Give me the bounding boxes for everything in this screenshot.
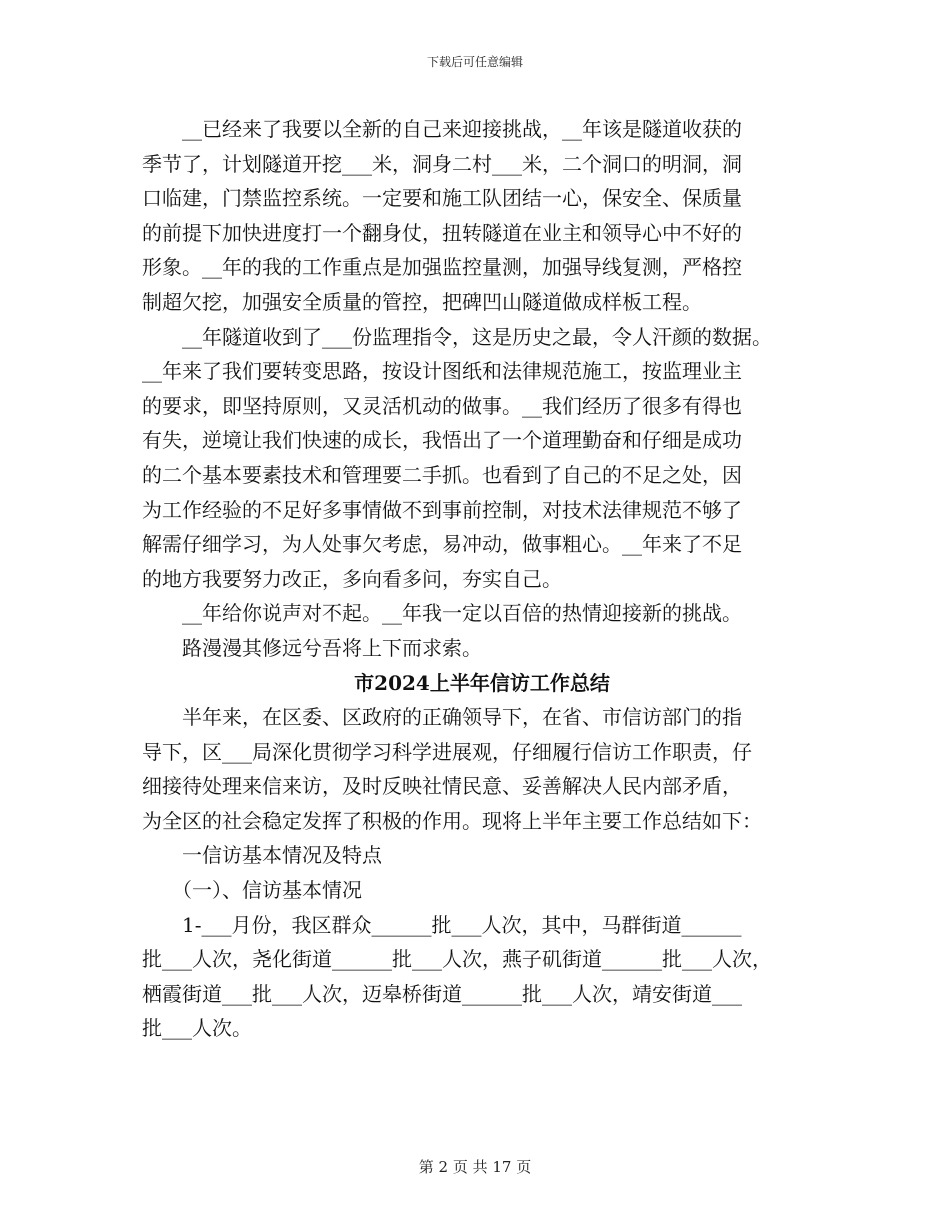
text-line: __已经来了我要以全新的自己来迎接挑战，__年该是隧道收获的 xyxy=(142,117,742,141)
section-title: 市2024上半年信访工作总结 xyxy=(354,670,610,695)
text-line: 1-___月份，我区群众______批___人次，其中，马群街道______ xyxy=(142,912,742,937)
heading-line: 一信访基本情况及特点 xyxy=(142,843,382,868)
text-line: 批___人次，尧化街道______批___人次，燕子矶街道______批___人次， xyxy=(142,947,772,972)
text-line: 口临建，门禁监控系统。一定要和施工队团结一心，保安全、保质量 xyxy=(142,186,742,211)
text-line: 栖霞街道___批___人次，迈皋桥街道______批___人次，靖安街道___ xyxy=(142,981,742,1006)
text-line: 导下，区___局深化贯彻学习科学进展观，仔细履行信访工作职责，仔 xyxy=(142,739,752,764)
text-line: 细接待处理来信来访，及时反映社情民意、妥善解决人民内部矛盾， xyxy=(142,774,742,799)
text-line: 制超欠挖，加强安全质量的管控，把碑凹山隧道做成样板工程。 xyxy=(142,289,702,314)
text-line: 解需仔细学习，为人处事欠考虑，易冲动，做事粗心。__年来了不足 xyxy=(142,532,742,557)
text-line: 批___人次。 xyxy=(142,1016,252,1041)
page-header: 下载后可任意编辑 xyxy=(426,55,523,69)
text-line: 的要求，即坚持原则，又灵活机动的做事。__我们经历了很多有得也 xyxy=(142,393,742,418)
text-line: __年来了我们要转变思路，按设计图纸和法律规范施工，按监理业主 xyxy=(142,359,742,384)
text-line: 有失，逆境让我们快速的成长，我悟出了一个道理勤奋和仔细是成功 xyxy=(142,428,742,453)
text-line: 为工作经验的不足好多事情做不到事前控制，对技术法律规范不够了 xyxy=(142,497,742,522)
text-line: 的地方我要努力改正，多向看多问，夯实自己。 xyxy=(142,566,562,591)
document-body xyxy=(142,112,822,1046)
text-line: 路漫漫其修远兮吾将上下而求索。 xyxy=(142,635,482,660)
text-line: 的前提下加快进度打一个翻身仗，扭转隧道在业主和领导心中不好的 xyxy=(142,220,742,245)
text-line: 为全区的社会稳定发挥了积极的作用。现将上半年主要工作总结如下： xyxy=(142,808,762,833)
text-line: 形象。__年的我的工作重点是加强监控量测，加强导线复测，严格控 xyxy=(142,255,742,280)
text-line: 的二个基本要素技术和管理要二手抓。也看到了自己的不足之处，因 xyxy=(142,462,742,487)
text-line: __年隧道收到了___份监理指令，这是历史之最，令人汗颜的数据。 xyxy=(142,324,772,349)
page-footer: 第 2 页 共 17 页 xyxy=(418,1158,532,1176)
text-line: 半年来，在区委、区政府的正确领导下，在省、市信访部门的指 xyxy=(142,705,742,730)
text-line: __年给你说声对不起。__年我一定以百倍的热情迎接新的挑战。 xyxy=(142,601,742,626)
text-line: 季节了，计划隧道开挖___米，洞身二村___米，二个洞口的明洞，洞 xyxy=(142,151,742,176)
subheading-line: （一）、信访基本情况 xyxy=(142,878,362,903)
